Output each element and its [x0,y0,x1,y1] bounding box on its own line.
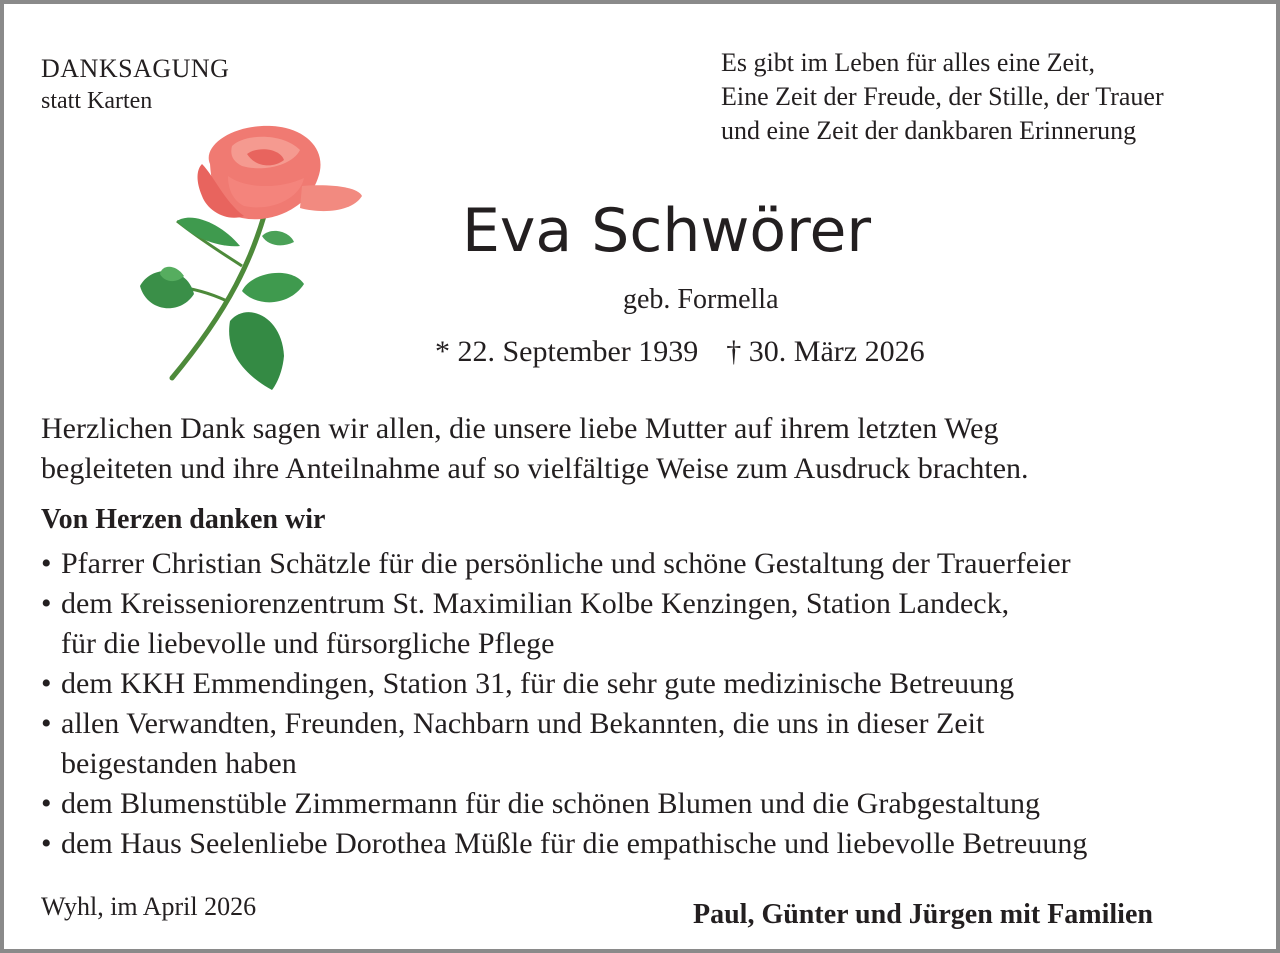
bullet: • [41,827,52,860]
list-item [41,824,1087,864]
poem-line: und eine Zeit der dankbaren Erinnerung [721,116,1137,145]
poem-line: Eine Zeit der Freude, der Stille, der Trauer [721,82,1164,111]
bullet: • [41,667,52,700]
heading-label: DANKSAGUNG [41,54,230,83]
list-item [41,784,1087,824]
bullet: • [41,587,52,620]
heading-sublabel: statt Karten [41,88,153,114]
list-item-text: Pfarrer Christian Schätzle für die persönliche und schöne Gestaltung der Trauerfeier [61,547,1071,580]
deceased-name: Eva Schwörer [462,196,872,266]
list-item-text: dem Blumenstüble Zimmermann für die schönen Blumen und die Grabgestaltung [61,787,1040,820]
bullet: • [41,547,52,580]
list-item-text: dem Kreisseniorenzentrum St. Maximilian Kolbe Kenzingen, Station Landeck, [61,587,1010,620]
thanks-list-title: Von Herzen danken wir [41,504,326,535]
thanks-line: begleiteten und ihre Anteilnahme auf so vielfältige Weise zum Ausdruck brachten. [41,452,1029,485]
bullet: • [41,707,52,740]
maiden-name: geb. Formella [623,284,779,315]
rose-leaf [262,231,294,246]
list-item-text: dem Haus Seelenliebe Dorothea Müßle für die empathische und liebevolle Betreuung [61,827,1088,860]
rose-illustration [132,116,372,396]
rose-leaf [177,218,240,247]
death-date: † 30. März 2026 [726,335,925,368]
list-item-continuation: beigestanden haben [61,747,297,780]
thanks-paragraph [41,409,1029,489]
place-date: Wyhl, im April 2026 [41,892,257,921]
rose-leaf [242,273,304,302]
poem-line: Es gibt im Leben für alles eine Zeit, [721,48,1095,77]
list-item-text: allen Verwandten, Freunden, Nachbarn und Bekannten, die uns in dieser Zeit [61,707,985,740]
life-dates [435,335,925,369]
poem [721,46,1164,148]
list-item [41,664,1087,704]
thanks-line: Herzlichen Dank sagen wir allen, die unsere liebe Mutter auf ihrem letzten Weg [41,412,999,445]
list-item [41,704,1087,744]
list-item [41,584,1087,624]
bullet: • [41,787,52,820]
list-item-continuation: für die liebevolle und fürsorgliche Pflege [61,627,555,660]
rose-leaf [229,312,284,390]
list-item [41,544,1087,584]
signature: Paul, Günter und Jürgen mit Familien [693,899,1153,930]
list-item-text: dem KKH Emmendingen, Station 31, für die sehr gute medizinische Betreuung [61,667,1015,700]
birth-date: * 22. September 1939 [435,335,699,368]
thanks-list [41,544,1087,864]
rose-petal [300,185,362,211]
